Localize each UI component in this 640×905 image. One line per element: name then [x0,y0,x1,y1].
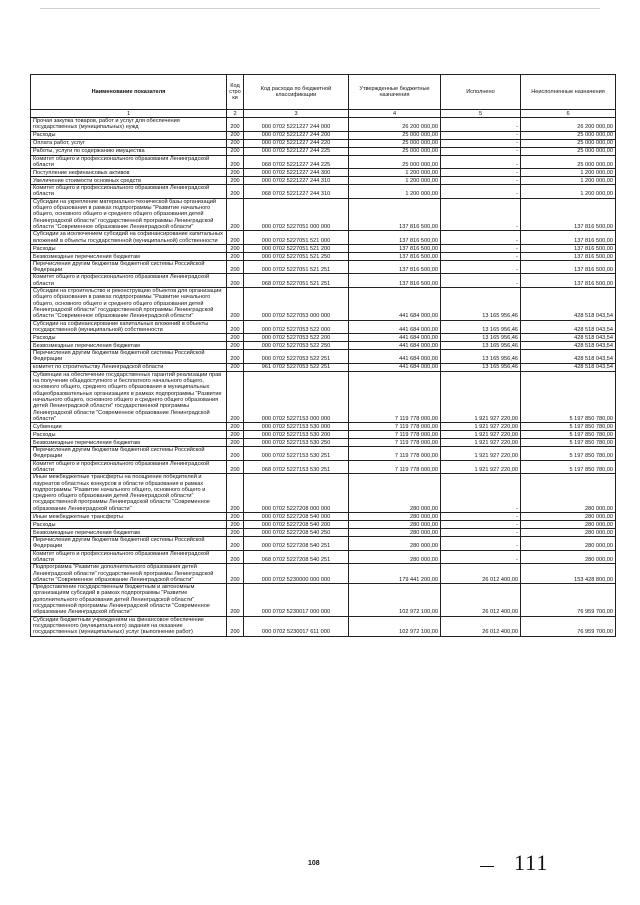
row-name: Субсидии за исключением субсидий на софинансирование капитальных вложений в объекты государственной (муниципальной) собственности [31,231,227,245]
row-executed: 1 921 927 220,00 [441,439,521,447]
row-executed: - [441,550,521,564]
table-row [31,252,616,260]
table-row [31,371,616,422]
row-line-code: 200 [227,474,244,513]
row-unexecuted: 280 000,00 [521,474,616,513]
handwritten-sheet-number: 111 [514,850,549,875]
row-budget-code: 961 0702 5227053 522 251 [244,363,349,371]
row-line-code: 200 [227,139,244,147]
row-line-code: 200 [227,439,244,447]
header-approved: Утвержденные бюджетные назначения [349,75,441,110]
row-approved: 102 972 100,00 [349,584,441,616]
row-name: Безвозмездные перечисления бюджетам [31,252,227,260]
row-budget-code: 000 0702 5227053 000 000 [244,288,349,320]
row-unexecuted: 428 518 043,54 [521,320,616,334]
footer-dash [480,866,494,867]
table-row [31,584,616,616]
row-executed: - [441,474,521,513]
row-approved: 25 000 000,00 [349,147,441,155]
row-budget-code: 000 0702 5227208 000 000 [244,474,349,513]
row-unexecuted: 25 000 000,00 [521,147,616,155]
row-approved: 137 816 500,00 [349,274,441,288]
row-line-code: 200 [227,460,244,474]
row-line-code: 200 [227,177,244,185]
row-unexecuted: 1 200 000,00 [521,169,616,177]
column-number: 4 [349,110,441,118]
row-name: Безвозмездные перечисления бюджетам [31,342,227,350]
row-line-code: 200 [227,350,244,364]
row-budget-code: 000 0702 5230000 000 000 [244,564,349,584]
table-row [31,513,616,521]
row-approved: 1 200 000,00 [349,177,441,185]
row-executed: - [441,147,521,155]
row-approved: 7 119 778 000,00 [349,460,441,474]
row-approved: 26 200 000,00 [349,118,441,132]
table-row [31,342,616,350]
row-unexecuted: 428 518 043,54 [521,350,616,364]
row-executed: 1 921 927 220,00 [441,423,521,431]
column-number: 1 [31,110,227,118]
row-unexecuted: 428 518 043,54 [521,288,616,320]
row-unexecuted: 137 816 500,00 [521,198,616,230]
row-name: Иные межбюджетные трансферты на поощрение победителей и лауреатов областных конкурсов в области образования в рамках подпрограммы "Развитие начального общего, основного общего и среднего общего образования детей Ленинградской области" государственной программы Ленинградской области "Современное образование Ленинградской области" [31,474,227,513]
row-budget-code: 000 0702 5227053 522 000 [244,320,349,334]
table-row [31,423,616,431]
row-line-code: 200 [227,447,244,461]
table-row [31,537,616,551]
row-unexecuted: 137 816 500,00 [521,274,616,288]
row-executed: 13 165 956,46 [441,288,521,320]
row-budget-code: 000 0702 5227051 521 000 [244,231,349,245]
row-budget-code: 000 0702 5221227 244 000 [244,118,349,132]
row-line-code: 200 [227,244,244,252]
row-line-code: 200 [227,564,244,584]
row-line-code: 200 [227,431,244,439]
row-line-code: 200 [227,521,244,529]
row-budget-code: 000 0702 5230017 000 000 [244,584,349,616]
row-budget-code: 000 0702 5227208 540 251 [244,537,349,551]
row-unexecuted: 25 000 000,00 [521,139,616,147]
table-body [31,118,616,637]
row-approved: 137 816 500,00 [349,198,441,230]
row-budget-code: 000 0702 5227153 530 200 [244,431,349,439]
row-budget-code: 000 0702 5227051 521 251 [244,260,349,274]
row-budget-code: 000 0702 5221227 244 220 [244,139,349,147]
budget-execution-table [30,74,616,637]
row-executed: 13 165 956,46 [441,363,521,371]
table-row [31,363,616,371]
row-approved: 1 200 000,00 [349,185,441,199]
row-name: Подпрограмма "Развитие дополнительного образования детей Ленинградской области" государственной программы Ленинградской области "Современное образование Ленинградской области" [31,564,227,584]
row-line-code: 200 [227,118,244,132]
row-approved: 7 119 778 000,00 [349,371,441,422]
row-unexecuted: 280 000,00 [521,529,616,537]
column-number: 6 [521,110,616,118]
row-unexecuted: 137 816 500,00 [521,231,616,245]
row-line-code: 200 [227,185,244,199]
row-name: Перечисления другим бюджетам бюджетной системы Российской Федерации [31,537,227,551]
row-name: Субсидии на строительство и реконструкцию объектов для организации общего образования в рамках подпрограммы "Развитие начального общего, основного общего и среднего общего образования детей Ленинградской области" государственной программы Ленинградской области "Современное образование Ленинградской области" [31,288,227,320]
row-approved: 7 119 778 000,00 [349,447,441,461]
row-executed: 1 921 927 220,00 [441,460,521,474]
row-unexecuted: 137 816 500,00 [521,252,616,260]
row-name: комитет по строительству Ленинградской области [31,363,227,371]
table-row [31,155,616,169]
row-line-code: 200 [227,320,244,334]
row-name: Расходы [31,244,227,252]
row-approved: 280 000,00 [349,474,441,513]
row-approved: 441 684 000,00 [349,350,441,364]
row-executed: - [441,252,521,260]
table-row [31,431,616,439]
table-row [31,447,616,461]
row-line-code: 200 [227,288,244,320]
row-executed: - [441,118,521,132]
table-row [31,288,616,320]
row-budget-code: 000 0702 5227153 530 000 [244,423,349,431]
row-executed: - [441,139,521,147]
row-name: Субвенции на обеспечение государственных гарантий реализации прав на получение общедоступного и бесплатного начального общего, основного общего, среднего общего образования в муниципальных общеобразовательных организациях в рамках подпрограммы "Развитие начального общего, основного общего и среднего общего образования детей Ленинградской области" государственной программы Ленинградской области "Современное образование Ленинградской области" [31,371,227,422]
row-budget-code: 000 0702 5227053 522 250 [244,342,349,350]
table-row [31,460,616,474]
row-executed: 13 165 956,46 [441,350,521,364]
row-approved: 280 000,00 [349,537,441,551]
row-line-code: 200 [227,363,244,371]
row-name: Перечисления другим бюджетам бюджетной системы Российской Федерации [31,447,227,461]
table-row [31,521,616,529]
row-budget-code: 000 0702 5227153 530 250 [244,439,349,447]
row-executed: - [441,274,521,288]
row-name: Расходы [31,334,227,342]
row-name: Иные межбюджетные трансферты [31,513,227,521]
row-executed: 1 921 927 220,00 [441,431,521,439]
row-executed: - [441,231,521,245]
row-line-code: 200 [227,537,244,551]
row-approved: 25 000 000,00 [349,155,441,169]
row-executed: - [441,198,521,230]
row-line-code: 200 [227,550,244,564]
row-budget-code: 000 0702 5230017 611 000 [244,616,349,636]
row-approved: 137 816 500,00 [349,260,441,274]
row-budget-code: 000 0702 5227053 522 251 [244,350,349,364]
row-unexecuted: 280 000,00 [521,550,616,564]
row-line-code: 200 [227,371,244,422]
table-row [31,131,616,139]
row-name: Комитет общего и профессионального образования Ленинградской области [31,550,227,564]
column-number: 2 [227,110,244,118]
row-line-code: 200 [227,231,244,245]
row-approved: 441 684 000,00 [349,288,441,320]
row-unexecuted: 76 959 700,00 [521,616,616,636]
row-executed: - [441,177,521,185]
row-budget-code: 000 0702 5227208 540 200 [244,521,349,529]
row-unexecuted: 137 816 500,00 [521,260,616,274]
row-name: Расходы [31,431,227,439]
row-line-code: 200 [227,513,244,521]
row-executed: 1 921 927 220,00 [441,447,521,461]
row-unexecuted: 428 518 043,54 [521,363,616,371]
row-budget-code: 000 0702 5227051 521 250 [244,252,349,260]
row-unexecuted: 1 200 000,00 [521,177,616,185]
row-approved: 441 684 000,00 [349,334,441,342]
row-unexecuted: 26 200 000,00 [521,118,616,132]
row-approved: 179 441 200,00 [349,564,441,584]
table-row [31,231,616,245]
row-name: Перечисления другим бюджетам бюджетной системы Российской Федерации [31,260,227,274]
table-row [31,198,616,230]
row-budget-code: 000 0702 5227208 540 250 [244,529,349,537]
row-unexecuted: 5 197 850 780,00 [521,460,616,474]
table-header-row [31,75,616,110]
row-executed: 13 165 956,46 [441,334,521,342]
row-unexecuted: 5 197 850 780,00 [521,439,616,447]
header-name: Наименование показателя [31,75,227,110]
row-line-code: 200 [227,155,244,169]
row-approved: 1 200 000,00 [349,169,441,177]
row-name: Субсидии на укрепление материально-технической базы организаций общего образования в рамках подпрограммы "Развитие начального общего, основного общего и среднего общего образования детей Ленинградской области" государственной программы Ленинградской области "Современное образование Ленинградской области" [31,198,227,230]
table-row [31,320,616,334]
row-line-code: 200 [227,584,244,616]
table-row [31,616,616,636]
header-executed: Исполнено [441,75,521,110]
table-row [31,474,616,513]
row-budget-code: 068 0702 5227153 530 251 [244,460,349,474]
column-number: 5 [441,110,521,118]
row-executed: - [441,185,521,199]
row-name: Расходы [31,521,227,529]
row-budget-code: 000 0702 5227051 000 000 [244,198,349,230]
row-executed: - [441,155,521,169]
row-line-code: 200 [227,252,244,260]
row-executed: 26 012 400,00 [441,564,521,584]
row-name: Субвенции [31,423,227,431]
row-approved: 280 000,00 [349,529,441,537]
row-unexecuted: 280 000,00 [521,537,616,551]
row-approved: 25 000 000,00 [349,139,441,147]
scan-edge-line [40,8,600,9]
row-budget-code: 000 0702 5227153 530 251 [244,447,349,461]
row-name: Комитет общего и профессионального образования Ленинградской области [31,460,227,474]
row-executed: - [441,169,521,177]
header-line-code: Код стро ки [227,75,244,110]
row-approved: 102 972 100,00 [349,616,441,636]
row-name: Увеличение стоимости основных средств [31,177,227,185]
row-budget-code: 000 0702 5221227 244 300 [244,169,349,177]
row-budget-code: 000 0702 5227053 522 200 [244,334,349,342]
row-name: Комитет общего и профессионального образования Ленинградской области [31,274,227,288]
row-executed: 26 012 400,00 [441,616,521,636]
row-approved: 280 000,00 [349,521,441,529]
row-line-code: 200 [227,342,244,350]
row-budget-code: 000 0702 5221227 244 310 [244,177,349,185]
row-line-code: 200 [227,260,244,274]
row-executed: - [441,537,521,551]
row-name: Расходы [31,131,227,139]
row-budget-code: 068 0702 5221227 244 225 [244,155,349,169]
row-budget-code: 000 0702 5221227 244 200 [244,131,349,139]
row-approved: 441 684 000,00 [349,363,441,371]
row-line-code: 200 [227,147,244,155]
table-row [31,244,616,252]
row-approved: 25 000 000,00 [349,131,441,139]
row-unexecuted: 280 000,00 [521,513,616,521]
row-name: Прочая закупка товаров, работ и услуг для обеспечения государственных (муниципальных) нужд [31,118,227,132]
row-line-code: 200 [227,529,244,537]
header-unexecuted: Неисполненные назначения [521,75,616,110]
table-row [31,564,616,584]
row-name: Комитет общего и профессионального образования Ленинградской области [31,185,227,199]
row-approved: 7 119 778 000,00 [349,439,441,447]
row-unexecuted: 428 518 043,54 [521,342,616,350]
row-name: Предоставление государственным бюджетным и автономным организациям субсидий в рамках подпрограммы "Развитие дополнительного образования детей Ленинградской области" государственной программы Ленинградской области "Современное образование Ленинградской области" [31,584,227,616]
row-unexecuted: 5 197 850 780,00 [521,431,616,439]
header-budget-code: Код расхода по бюджетной классификации [244,75,349,110]
row-unexecuted: 5 197 850 780,00 [521,423,616,431]
column-number: 3 [244,110,349,118]
row-approved: 280 000,00 [349,550,441,564]
row-name: Перечисления другим бюджетам бюджетной системы Российской Федерации [31,350,227,364]
row-executed: - [441,244,521,252]
row-line-code: 200 [227,131,244,139]
row-name: Работы, услуги по содержанию имущества [31,147,227,155]
row-executed: - [441,529,521,537]
row-executed: 13 165 956,46 [441,342,521,350]
row-unexecuted: 76 959 700,00 [521,584,616,616]
row-name: Поступление нефинансовых активов [31,169,227,177]
table-row [31,350,616,364]
row-name: Субсидии бюджетным учреждениям на финансовое обеспечение государственного (муниципального) задания на оказание государственных (муниципальных) услуг (выполнение работ) [31,616,227,636]
row-approved: 441 684 000,00 [349,320,441,334]
row-unexecuted: 5 197 850 780,00 [521,371,616,422]
table-row [31,177,616,185]
row-executed: - [441,131,521,139]
row-line-code: 200 [227,169,244,177]
row-line-code: 200 [227,198,244,230]
row-budget-code: 000 0702 5221227 244 225 [244,147,349,155]
row-budget-code: 068 0702 5227051 521 251 [244,274,349,288]
table-row [31,550,616,564]
row-executed: - [441,521,521,529]
row-budget-code: 000 0702 5227153 000 000 [244,371,349,422]
row-approved: 137 816 500,00 [349,244,441,252]
row-unexecuted: 137 816 500,00 [521,244,616,252]
row-unexecuted: 5 197 850 780,00 [521,447,616,461]
row-name: Субсидии на софинансирование капитальных вложений в объекты государственной (муниципальной) собственности [31,320,227,334]
row-unexecuted: 1 200 000,00 [521,185,616,199]
table-row [31,118,616,132]
row-budget-code: 068 0702 5221227 244 310 [244,185,349,199]
row-name: Безвозмездные перечисления бюджетам [31,439,227,447]
row-unexecuted: 153 428 800,00 [521,564,616,584]
row-unexecuted: 25 000 000,00 [521,131,616,139]
row-approved: 7 119 778 000,00 [349,431,441,439]
table-row [31,439,616,447]
table-row [31,260,616,274]
row-budget-code: 000 0702 5227051 521 200 [244,244,349,252]
table-row [31,139,616,147]
row-budget-code: 068 0702 5227208 540 251 [244,550,349,564]
row-approved: 137 816 500,00 [349,252,441,260]
row-approved: 441 684 000,00 [349,342,441,350]
table-row [31,529,616,537]
row-approved: 280 000,00 [349,513,441,521]
row-line-code: 200 [227,334,244,342]
row-executed: 1 921 927 220,00 [441,371,521,422]
page-number: 108 [308,860,320,867]
table-row [31,274,616,288]
row-budget-code: 000 0702 5227208 540 000 [244,513,349,521]
row-approved: 7 119 778 000,00 [349,423,441,431]
row-executed: 13 165 956,46 [441,320,521,334]
row-unexecuted: 428 518 043,54 [521,334,616,342]
row-line-code: 200 [227,616,244,636]
row-approved: 137 816 500,00 [349,231,441,245]
column-number-row [31,110,616,118]
table-row [31,334,616,342]
table-row [31,169,616,177]
table-row [31,185,616,199]
table-row [31,147,616,155]
row-unexecuted: 25 000 000,00 [521,155,616,169]
row-executed: 26 012 400,00 [441,584,521,616]
row-executed: - [441,513,521,521]
row-name: Безвозмездные перечисления бюджетам [31,529,227,537]
row-name: Комитет общего и профессионального образования Ленинградской области [31,155,227,169]
row-name: Оплата работ, услуг [31,139,227,147]
row-unexecuted: 280 000,00 [521,521,616,529]
row-executed: - [441,260,521,274]
row-line-code: 200 [227,274,244,288]
row-line-code: 200 [227,423,244,431]
